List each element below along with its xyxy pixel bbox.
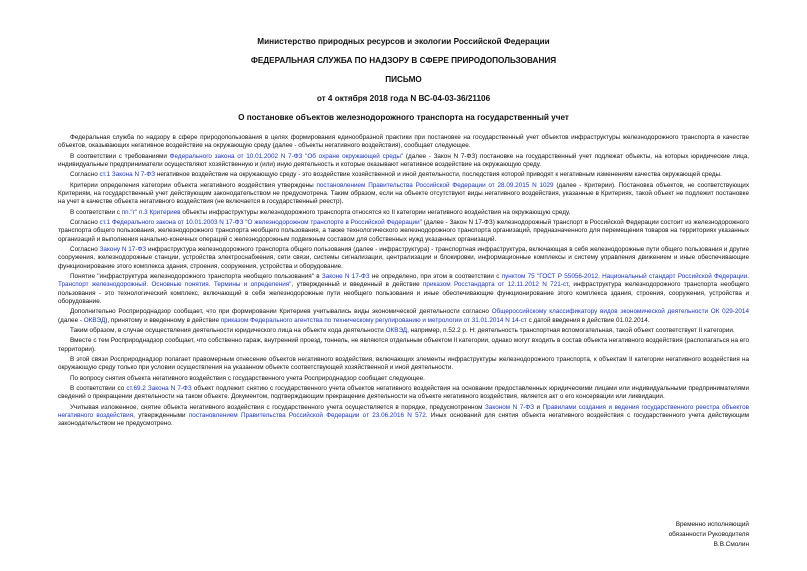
paragraph-text: Понятие "инфраструктура железнодорожного транспорта необщего пользования" в [70,273,322,281]
legal-reference-link[interactable]: пп."г" п.3 Критериев [121,208,181,216]
signature-position-line1: Временно исполняющий [675,521,749,528]
paragraph-text: Критерии определения категории объекта негативного воздействия утверждены [70,181,317,189]
paragraph-text: с датой введения в действие 01.02.2014. [526,316,650,324]
signature-name: В.В.Смолин [713,541,749,548]
paragraph-text: В этой связи Росприроднадзор полагает правомерным отнесение объектов негативного воздействия, включающих элементы инфраструктуры железнодорожного транспорта, к объектам II категории негативного воздействия на окружающую среду только при условии осуществления на указанном объекте соответствующей хозяйственной и иной деятельности. [58,356,749,372]
legal-reference-link[interactable]: Законом N 7-ФЗ [484,403,535,411]
document-type: ПИСЬМО [385,75,422,84]
body-paragraph [58,356,749,373]
paragraph-text: (далее - Критерии). Постановка объектов, не соответствующих Критериям, на государственный учет действующим законодательством не предусмотрена. Таким образом, если на объекте отсутствуют виды негативного воздействия, указанные в Критериях, такой объект не подлежит постановке на учет в качестве объекта негативного воздействия (не включается в государственный реестр). [58,181,750,206]
paragraph-text: объект подлежит снятию с государственного учета объектов негативного воздействия на основании предоставленных юридическими лицами или индивидуальными предпринимателями сведений о прекращении деятельности на таком объекте. Документом, подтверждающим прекращение деятельности на объекте негативного воздействия, является акт о его консервации или ликвидации. [58,385,749,401]
signature-position-line2: обязанности Руководителя [668,531,749,538]
body-paragraph [58,337,749,354]
paragraph-text: негативное воздействие на окружающую среду - это воздействие хозяйственной и иной деятельности, последствия которой приводят к негативным изменениям качества окружающей среды. [155,171,722,179]
legal-reference-link[interactable]: приказом Федерального агентства по техническому регулированию и метрологии от 31.01.2014 N 14-ст [220,316,527,324]
paragraph-text: (далее - Закон N 7-ФЗ) постановке на государственный учет подлежат объекты, на которых юридические лица, индивидуальные предприниматели осуществляют хозяйственную и (или) иную деятельность и которые оказывают негативное воздействие на окружающую среду. [58,152,749,168]
ministry-title: Министерство природных ресурсов и экологии Российской Федерации [257,37,550,46]
body-paragraph [58,134,749,151]
paragraph-text: (далее - [58,316,84,324]
body-paragraph [58,153,749,170]
paragraph-text: Согласно [70,171,100,179]
legal-reference-link[interactable]: ст.1 Федерального закона от 10.01.2003 N 17-ФЗ "О железнодорожном транспорте в Российской Федерации" [99,219,422,227]
paragraph-text: По вопросу снятия объекта негативного воздействия с государственного учета Росприроднадзор сообщает следующее. [70,374,425,382]
paragraph-text: Согласно [70,246,100,254]
paragraph-text: , утвержденными [133,412,189,420]
paragraph-text: и [534,403,543,411]
body-paragraph [58,385,749,402]
legal-reference-link[interactable]: Общероссийскому классификатору видов экономической деятельности ОК 029-2014 [491,308,749,316]
legal-reference-link[interactable]: постановлением Правительства Российской Федерации от 28.09.2015 N 1029 [316,181,554,189]
legal-reference-link[interactable]: пунктом 75 "ГОСТ Р 55056-2012. Национальный стандарт Российской Федерации. Транспорт железнодорожный. Основные понятия. Термины и определения" [58,273,750,289]
body-paragraph [58,273,749,306]
paragraph-text: Учитывая изложенное, снятие объекта негативного воздействия с государственного учета осуществляется в порядке, предусмотренном [70,403,485,411]
paragraph-text: , утвержденный и введенный в действие [291,281,423,289]
paragraph-text: . Иных оснований для снятия объекта негативного воздействия с государственного учета действующим законодательством не предусмотрено. [58,412,750,428]
paragraph-text: Согласно [70,219,100,227]
document-date-number: от 4 октября 2018 года N ВС-04-03-36/21106 [316,94,491,103]
legal-reference-link[interactable]: Правилами создания и ведения государственного реестра объектов негативного воздействия [58,403,749,420]
paragraph-text: , инфраструктура железнодорожного транспорта необщего пользования - это технологический комплекс, включающий в себя железнодорожные пути необщего пользования и иные обеспечивающие функционирование этого комплекса здания, строения, сооружения, устройства и оборудование. [58,281,750,305]
paragraph-text: Вместе с тем Росприроднадзор сообщает, что собственно гараж, внутренний проезд, тоннель, не являются отдельным объектом II категории, однако могут входить в состав объекта негативного воздействия (располагаться на его территории). [58,337,749,353]
paragraph-text: , например, п.52.2 р. Н: деятельность транспортная вспомогательная, такой объект соответствует II категории. [407,326,735,334]
body-paragraph [58,246,749,271]
paragraph-text: (далее - Закон N 17-ФЗ) железнодорожный транспорт в Российской Федерации состоит из железнодорожного транспорта общего пользования, железнодорожного транспорта необщего пользования, а также технологического железнодорожного транспорта организаций, предназначенного для перемещения товаров на территориях указанных организаций и выполнения начально-конечных операций с железнодорожным подвижным составом для собственных нужд указанных организаций. [58,219,749,243]
legal-reference-link[interactable]: ст.1 Закона N 7-ФЗ [99,171,156,179]
paragraph-text: В соответствии со [70,385,127,393]
paragraph-text: не определено, при этом в соответствии с [369,273,502,281]
body-paragraph [58,182,749,207]
paragraph-text: ), принятому и введенному в действие [105,316,221,324]
body-paragraph [58,375,749,383]
legal-reference-link[interactable]: Закону N 17-ФЗ [99,246,147,254]
legal-reference-link[interactable]: постановлением Правительства Российской Федерации от 23.06.2016 N 572 [188,412,426,420]
paragraph-text: В соответствии с [70,208,122,216]
legal-reference-link[interactable]: Федерального закона от 10.01.2002 N 7-ФЗ "Об охране окружающей среды" [169,152,404,160]
legal-reference-link[interactable]: ОКВЭД [385,326,408,334]
paragraph-text: инфраструктура железнодорожного транспорта общего пользования (далее - инфраструктура) - транспортная инфраструктура, включающая в себя железнодорожные пути общего пользования и другие сооружения, железнодорожные станции, устройства электроснабжения, сети связи, системы сигнализации, централизации и блокировки, информационные комплексы и систему управления движением и иные обеспечивающие функционирование этого комплекса здания, строения, сооружения, устройства и оборудование. [58,246,749,270]
paragraph-text: В соответствии с требованиями [70,152,170,160]
body-paragraph [58,327,749,335]
legal-reference-link[interactable]: Законе N 17-ФЗ [321,273,370,281]
paragraph-text: Федеральная служба по надзору в сфере природопользования в целях формирования единообразной практики при постановке на государственный учет объектов инфраструктуры железнодорожного транспорта в качестве объектов, оказывающих негативное воздействие на окружающую среду (далее - объекты негативного воздействия), сообщает следующее. [58,134,749,150]
paragraph-text: Дополнительно Росприроднадзор сообщает, что при формировании Критериев учитывались виды экономической деятельности согласно [70,308,492,316]
body-paragraph [58,404,749,429]
legal-reference-link[interactable]: ОКВЭД [83,316,106,324]
body-paragraph [58,219,749,244]
paragraph-text: объекты инфраструктуры железнодорожного транспорта относятся ко II категории негативного воздействия на окружающую среду. [180,208,571,216]
body-paragraph [58,209,749,217]
body-paragraph [58,308,749,325]
paragraph-text: Таким образом, в случае осуществления деятельности юридического лица на объекте кода деятельности [70,326,386,334]
signature-block [669,520,749,550]
service-title: ФЕДЕРАЛЬНАЯ СЛУЖБА ПО НАДЗОРУ В СФЕРЕ ПРИРОДОПОЛЬЗОВАНИЯ [250,56,557,65]
legal-reference-link[interactable]: ст.69.2 Закона N 7-ФЗ [126,385,192,393]
legal-reference-link[interactable]: приказом Росстандарта от 12.11.2012 N 721-ст [423,281,569,289]
document-body [58,134,749,431]
body-paragraph [58,171,749,179]
document-subject: О постановке объектов железнодорожного транспорта на государственный учет [238,113,569,122]
